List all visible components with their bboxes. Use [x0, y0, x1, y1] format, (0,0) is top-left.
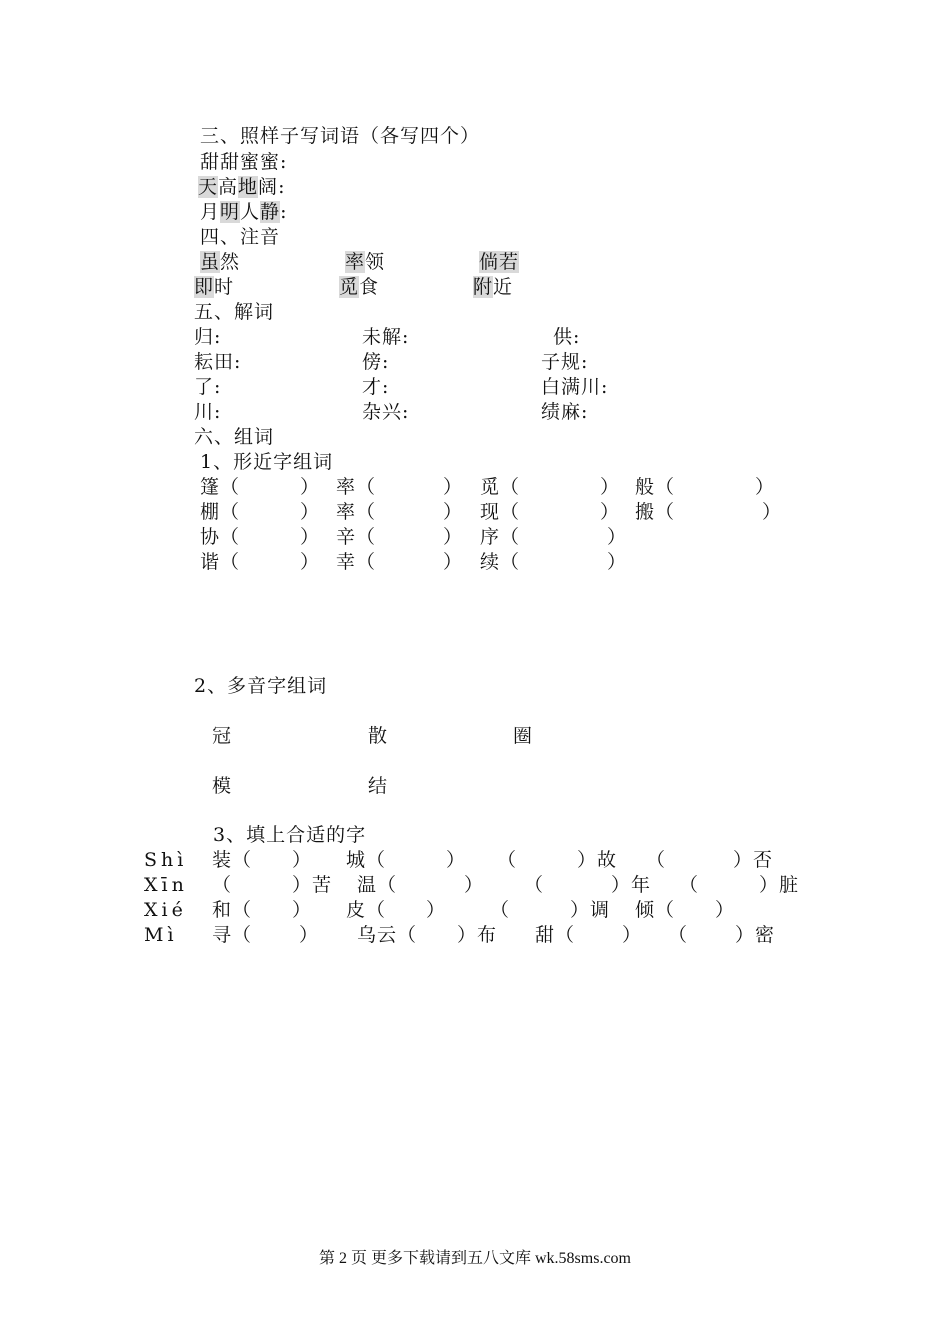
fill-item: 甜（ ） — [535, 924, 643, 946]
fill-item: （ ）调 — [490, 899, 611, 921]
pinyin-word: 附近 — [473, 276, 514, 298]
fill-item: （ ）故 — [497, 849, 618, 871]
fill-item: 倾（ ） — [635, 899, 736, 921]
section4-title: 四、注音 — [200, 226, 281, 248]
fill-item: 城（ ） — [346, 849, 467, 871]
word-group-item: 般（ ） — [635, 476, 776, 498]
polyphone-char: 散 — [368, 725, 389, 747]
pinyin-word: 虽然 — [200, 251, 241, 273]
fill-item: 装（ ） — [212, 849, 313, 871]
word-group-item: 篷（ ） — [200, 476, 321, 498]
word-group-item: 幸（ ） — [336, 551, 464, 573]
fill-item: （ ）苦 — [212, 874, 333, 896]
word-group-item: 率（ ） — [336, 501, 464, 523]
word-group-item: 棚（ ） — [200, 501, 321, 523]
section3-example-3: 月明人静: — [200, 201, 288, 223]
section6-sub3-title: 3、填上合适的字 — [213, 824, 367, 846]
definition-item: 耘田: — [194, 351, 242, 373]
section6-sub1-title: 1、形近字组词 — [200, 451, 334, 473]
definition-item: 归: — [194, 326, 222, 348]
pinyin-word: 倘若 — [479, 251, 520, 273]
section3-example-2: 天高地阔: — [198, 176, 286, 198]
fill-item: 皮（ ） — [346, 899, 447, 921]
section3-title: 三、照样子写词语（各写四个） — [200, 125, 481, 147]
fill-item: 寻（ ） — [212, 924, 320, 946]
definition-item: 子规: — [541, 351, 589, 373]
polyphone-char: 圈 — [513, 725, 534, 747]
definition-item: 才: — [362, 376, 390, 398]
fill-item: （ ）否 — [646, 849, 774, 871]
section6-sub2-title: 2、多音字组词 — [194, 675, 328, 697]
definition-item: 绩麻: — [541, 401, 589, 423]
word-group-item: 现（ ） — [480, 501, 621, 523]
fill-item: 乌云（ ）布 — [357, 924, 498, 946]
pinyin-label: Mì — [144, 924, 178, 946]
word-group-item: 觅（ ） — [480, 476, 621, 498]
page-footer: 第 2 页 更多下载请到五八文库 wk.58sms.com — [318, 1250, 631, 1267]
pinyin-label: Xīn — [144, 874, 188, 896]
pinyin-word: 率领 — [345, 251, 386, 273]
pinyin-label: Xié — [144, 899, 187, 921]
section3-example-1: 甜甜蜜蜜: — [200, 151, 288, 173]
word-group-item: 序（ ） — [480, 526, 628, 548]
word-group-item: 率（ ） — [336, 476, 464, 498]
definition-item: 傍: — [362, 351, 390, 373]
definition-item: 川: — [194, 401, 222, 423]
polyphone-char: 模 — [212, 775, 233, 797]
section5-title: 五、解词 — [194, 301, 275, 323]
word-group-item: 谐（ ） — [200, 551, 321, 573]
polyphone-char: 结 — [368, 775, 389, 797]
definition-item: 未解: — [362, 326, 410, 348]
definition-item: 供: — [553, 326, 581, 348]
fill-item: 和（ ） — [212, 899, 313, 921]
word-group-item: 搬（ ） — [635, 501, 783, 523]
pinyin-label: Shì — [144, 849, 188, 871]
section6-title: 六、组词 — [194, 426, 275, 448]
definition-item: 白满川: — [541, 376, 609, 398]
polyphone-char: 冠 — [212, 725, 233, 747]
definition-item: 了: — [194, 376, 222, 398]
fill-item: （ ）密 — [668, 924, 776, 946]
fill-item: 温（ ） — [357, 874, 485, 896]
word-group-item: 续（ ） — [480, 551, 628, 573]
pinyin-word: 即时 — [194, 276, 235, 298]
word-group-item: 协（ ） — [200, 526, 321, 548]
definition-item: 杂兴: — [362, 401, 410, 423]
pinyin-word: 觅食 — [339, 276, 380, 298]
fill-item: （ ）脏 — [679, 874, 800, 896]
fill-item: （ ）年 — [524, 874, 652, 896]
word-group-item: 辛（ ） — [336, 526, 464, 548]
